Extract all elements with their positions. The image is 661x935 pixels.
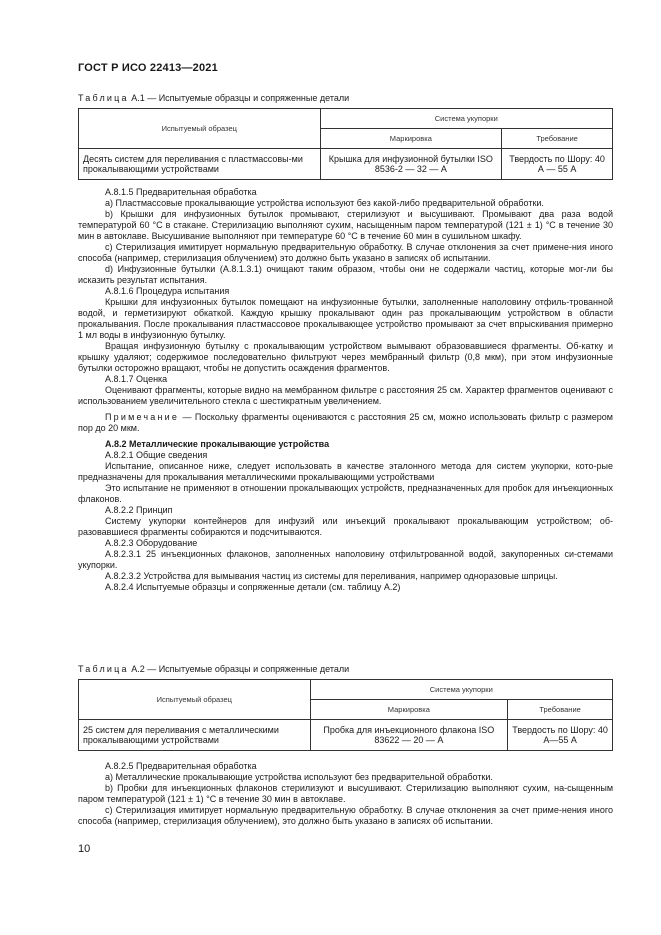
table-1-cell-marking: Крышка для инфузионной бутылки ISO 8536-2 — 32 — А <box>320 149 502 180</box>
section-heading: А.8.2 Металлические прокалывающие устройства <box>105 439 330 449</box>
paragraph: b) Пробки для инъекционных флаконов стерилизуют и высушивают. Стерилизацию выполняют сухим, на-сыщенным паром температурой (121 ± 1) °С в течение 30 мин в автоклаве. <box>78 783 613 804</box>
paragraph: Крышки для инфузионных бутылок помещают на инфузионные бутылки, заполненные наполовину отфиль-трованной водой, и герметизируют обкаткой. Каждую крышку прокалывают один раз прокалывающим устройством в области прокалывания. После прокалывания пластмассовое прокалывающее устройство промывают за счет впрыскивания примерно 1 мл воды в инфузионную бутылку. <box>78 297 613 340</box>
paragraph: А.8.1.5 Предварительная обработка <box>105 187 257 197</box>
body-text-1 <box>78 187 613 593</box>
table-1-caption-lead: Таблица <box>78 93 129 103</box>
table-2-caption-lead: Таблица <box>78 664 129 674</box>
paragraph: a) Пластмассовые прокалывающие устройства используют без какой-либо предварительной обработки. <box>105 198 544 208</box>
paragraph: А.8.2.3.1 25 инъекционных флаконов, заполненных наполовину отфильтрованной водой, закупоренных си-стемами укупорки. <box>78 549 613 570</box>
paragraph: b) Крышки для инфузионных бутылок промывают, стерилизуют и высушивают. Промывают два раза водой температурой 60 °С в стакане. Стерилизацию выполняют сухим, насыщенным паром температурой (121 ± 1) °С в течение 30 мин в автоклаве. Высушивание выполняют при температуре 60 °С в течение 60 мин в сушильном шкафу. <box>78 209 613 241</box>
note-text: — Поскольку фрагменты оцениваются с расстояния 25 см, можно использовать фильтр с размером пор до 20 мкм. <box>78 412 613 433</box>
table-2-cell-sample: 25 систем для переливания с металлическими прокалывающими устройствами <box>79 720 311 751</box>
body-text-3 <box>78 761 613 827</box>
table-2-caption <box>78 664 349 674</box>
paragraph: Это испытание не применяют в отношении прокалывающих устройств, предназначенных для пробок для инъекционных флаконов. <box>78 483 613 504</box>
table-1-header-requirement: Требование <box>502 129 613 149</box>
paragraph: А.8.1.6 Процедура испытания <box>105 286 230 296</box>
table-2-header-marking: Маркировка <box>310 700 508 720</box>
page-number: 10 <box>78 843 91 855</box>
paragraph: a) Металлические прокалывающие устройства используют без предварительной обработки. <box>105 772 493 782</box>
paragraph: d) Инфузионные бутылки (А.8.1.3.1) очищают таким образом, чтобы они не содержали частиц, которые мог-ли бы исказить результат испытания. <box>78 264 613 285</box>
table-2-header-requirement: Требование <box>508 700 613 720</box>
table-1-cell-sample: Десять систем для переливания с пластмассовы-ми прокалывающими устройствами <box>79 149 321 180</box>
paragraph: А.8.2.3.2 Устройства для вымывания частиц из системы для переливания, например одноразовые шприцы. <box>105 571 558 581</box>
table-2-caption-text: А.2 — Испытуемые образцы и сопряженные детали <box>128 664 350 674</box>
table-1-header-marking: Маркировка <box>320 129 502 149</box>
table-2 <box>78 679 613 751</box>
paragraph: Испытание, описанное ниже, следует использовать в качестве эталонного метода для систем укупорки, кото-рые предназначены для прокалывания металлическими прокалывающими устройствами <box>78 461 613 482</box>
table-2-cell-marking: Пробка для инъекционного флакона ISO 83622 — 20 — А <box>310 720 508 751</box>
paragraph: Систему укупорки контейнеров для инфузий или инъекций прокалывают прокалывающим устройством; об-разовавшиеся фрагменты собираются и подсчитываются. <box>78 516 613 537</box>
table-1-caption <box>78 93 349 103</box>
paragraph: А.8.2.3 Оборудование <box>105 538 198 548</box>
note-lead: Примечание <box>105 412 180 422</box>
paragraph: А.8.2.4 Испытуемые образцы и сопряженные детали (см. таблицу А.2) <box>105 582 401 592</box>
table-1-header-system: Система укупорки <box>320 109 612 129</box>
paragraph: А.8.2.5 Предварительная обработка <box>105 761 257 771</box>
table-2-header-sample: Испытуемый образец <box>79 680 311 720</box>
paragraph: А.8.2.1 Общие сведения <box>105 450 208 460</box>
table-1-caption-text: А.1 — Испытуемые образцы и сопряженные детали <box>128 93 350 103</box>
table-1-cell-requirement: Твердость по Шору: 40 А — 55 А <box>502 149 613 180</box>
table-2-header-system: Система укупорки <box>310 680 612 700</box>
note-paragraph <box>78 412 613 434</box>
paragraph: с) Стерилизация имитирует нормальную предварительную обработку. В случае отклонения за счет примене-ния иного способа (например, стерилизация облучением) это должно быть указано в записях об испытании. <box>78 242 613 263</box>
paragraph: А.8.1.7 Оценка <box>105 374 168 384</box>
paragraph: А.8.2.2 Принцип <box>105 505 173 515</box>
table-1 <box>78 108 613 180</box>
table-1-header-sample: Испытуемый образец <box>79 109 321 149</box>
table-2-cell-requirement: Твердость по Шору: 40 А—55 А <box>508 720 613 751</box>
paragraph: Вращая инфузионную бутылку с прокалывающим устройством вымывают образовавшиеся фрагменты. Об-катку и крышку удаляют; содержимое последовательно фильтруют через мембранный фильтр (0,8 мкм), при этом инфузионные бутылки осторожно вращают, чтобы не допустить осаждения фрагментов. <box>78 341 613 373</box>
document-header: ГОСТ Р ИСО 22413—2021 <box>78 62 218 74</box>
paragraph: Оценивают фрагменты, которые видно на мембранном фильтре с расстояния 25 см. Характер фрагментов оценивают с использованием увеличительного стекла с шестикратным увеличением. <box>78 385 613 406</box>
paragraph: с) Стерилизация имитирует нормальную предварительную обработку. В случае отклонения за счет приме-нения иного способа (например, стерилизация облучением), это должно быть указано в записях об испытании. <box>78 805 613 826</box>
